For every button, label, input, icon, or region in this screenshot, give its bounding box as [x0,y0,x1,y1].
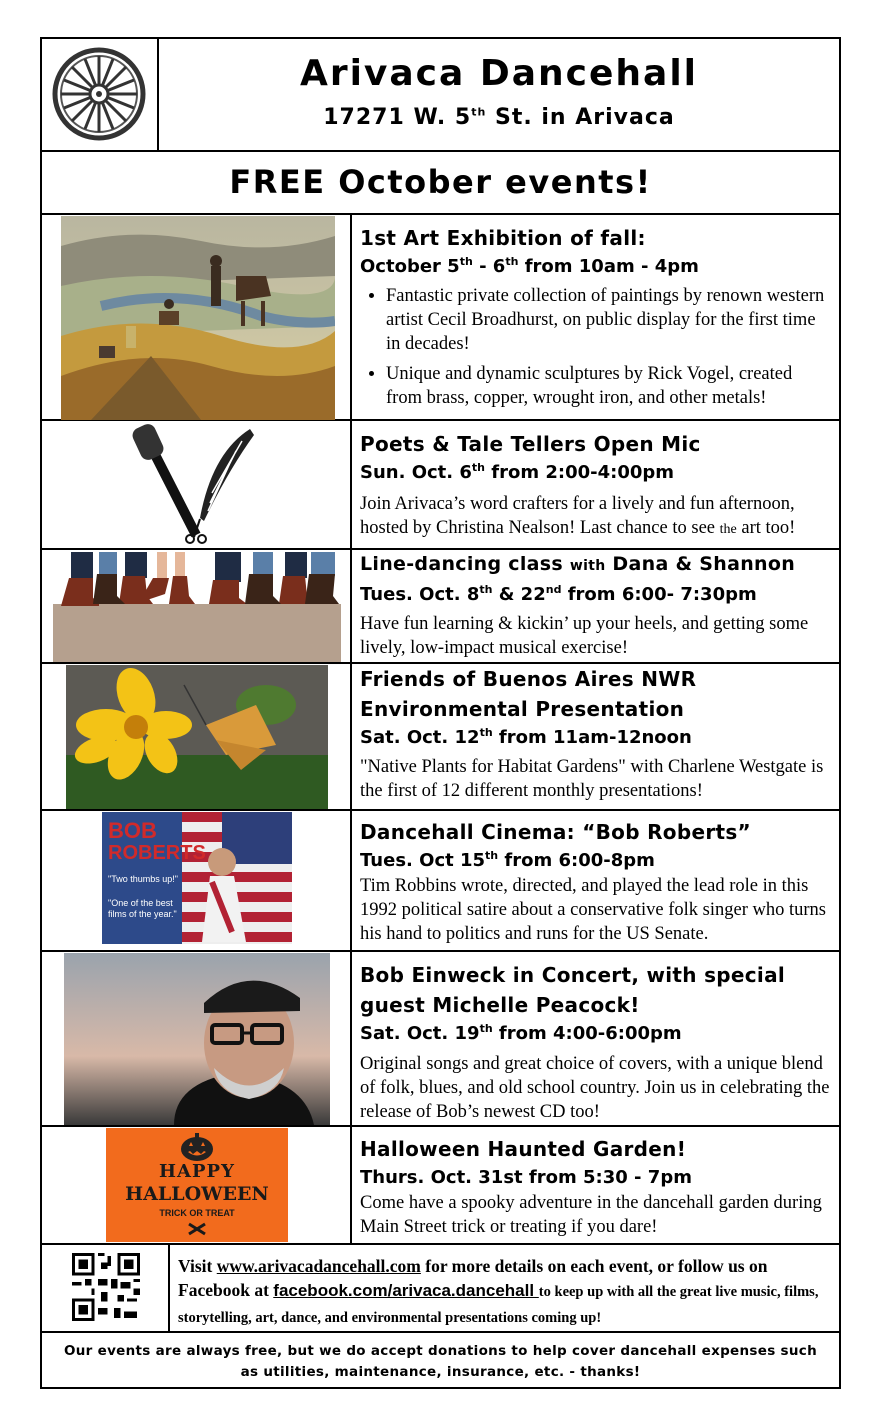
event-open-mic [42,421,839,550]
event-image-cell [42,952,352,1125]
header [42,39,839,152]
date-part: Tues. Oct. 8 [360,584,480,605]
date-part: Sat. Oct. 12 [360,727,480,748]
wagon-wheel-icon [51,46,147,142]
desc-text: art too! [736,518,796,538]
desc-text: Join Arivaca’s word crafters for a lively and fun afternoon, hosted by Christina Nealson! Last chance to see [360,494,795,538]
list-item: • Unique and dynamic sculptures by Rick Vogel, created from brass, copper, wrought iron, and other metals! [386,362,831,410]
event-image-cell [42,1127,352,1243]
date-sup: th [479,583,493,596]
poster-quote-2: "One of the best films of the year." [108,898,177,919]
footer-note [42,1333,839,1387]
event-description: Have fun learning & kickin’ up your heels, and getting some lively, low-impact musical exercise! [360,614,809,658]
event-environmental-presentation [42,664,839,811]
crossed-bones-icon [187,1222,207,1236]
date-part: Tues. Oct 15 [360,850,486,871]
event-description [360,492,831,542]
event-image-cell [42,550,352,662]
footer-text-part: Visit [178,1256,217,1276]
footer-info [42,1245,839,1333]
date-part: October 5 [360,256,460,277]
event-image-cell [42,215,352,419]
date-sup: nd [545,583,562,596]
event-date [360,847,831,874]
event-date: Thurs. Oct. 31st from 5:30 - 7pm [360,1167,692,1188]
date-sup: th [485,849,499,862]
event-halloween [42,1127,839,1245]
date-sup: th [459,255,473,268]
date-part: Sun. Oct. 6 [360,462,472,483]
banner [42,152,839,215]
dancing-boots-image [53,552,341,662]
date-part: Sat. Oct. 19 [360,1023,480,1044]
event-title: 1st Art Exhibition of fall: [360,226,646,250]
date-sup: th [479,726,493,739]
qr-code-icon[interactable] [72,1253,140,1321]
event-image-cell [42,421,352,548]
date-part: from 11am-12noon [492,727,692,748]
date-part: from 6:00-8pm [498,850,655,871]
desc-text-small: the [719,522,737,537]
flag-graphic [182,812,292,944]
banner-text: FREE October events! [229,163,652,201]
page-title: Arivaca Dancehall [299,53,699,94]
donation-note: Our events are always free, but we do accept donations to help cover dancehall expenses such as utilities, maintenance, insurance, etc. - thanks! [63,1343,817,1380]
poster-quote-1: "Two thumbs up!" [108,874,178,884]
sign-happy: HAPPY [159,1161,235,1182]
event-title: Poets & Tale Tellers Open Mic [360,432,701,456]
event-title: Bob Einweck in Concert, with special guest Michelle Peacock! [360,963,786,1017]
event-bullets [360,284,831,410]
poster-title-1: BOB [108,818,157,843]
date-part: & 22 [492,584,546,605]
event-description: Tim Robbins wrote, directed, and played the lead role in this 1992 political satire about a conservative folk singer who turns his hand to politics and runs for the US Senate. [360,876,826,944]
movie-poster [102,812,292,944]
flower-butterfly-image [66,665,328,809]
title-text: Dana & Shannon [605,553,796,575]
event-date [360,1020,831,1047]
date-part: from 2:00-4:00pm [485,462,675,483]
western-painting-image [61,216,335,420]
footer-text [178,1254,831,1330]
footer-text-part: to keep up with all the great live music, films, storytelling, art, dance, and environmental presentations coming up! [178,1284,819,1326]
qr-cell [42,1245,170,1331]
pumpkin-icon [179,1132,215,1162]
flyer [40,37,841,1389]
musician-portrait-image [64,953,330,1125]
list-item: • Fantastic private collection of paintings by renown western artist Cecil Broadhurst, on public display for the first time in decades! [386,284,831,356]
event-description: Original songs and great choice of covers, with a unique blend of folk, blues, and old school country. Join us in celebrating the release of Bob’s newest CD too! [360,1054,830,1122]
event-title: Dancehall Cinema: “Bob Roberts” [360,820,751,844]
date-part: - 6 [472,256,506,277]
event-image-cell [42,811,352,950]
sign-trick-or-treat: TRICK OR TREAT [159,1208,235,1218]
event-date [360,581,831,608]
event-image-cell [42,664,352,809]
date-sup: th [479,1022,493,1035]
poster-title-2: ROBERTS [108,842,206,864]
event-concert [42,952,839,1127]
address-suffix: St. in Arivaca [486,105,675,130]
address-sup: th [471,105,487,119]
event-title: Halloween Haunted Garden! [360,1137,687,1161]
date-part: from 4:00-6:00pm [492,1023,682,1044]
title-text-small: with [569,558,606,574]
event-date [360,253,831,280]
date-sup: th [505,255,519,268]
event-title [360,550,831,581]
footer-text-part: for more details on each event, or follow us on Facebook at [178,1256,768,1300]
event-description: "Native Plants for Habitat Gardens" with Charlene Westgate is the first of 12 different monthly presentations! [360,757,824,801]
event-cinema [42,811,839,952]
title-text: Line-dancing class [360,553,570,575]
event-date [360,724,831,751]
sign-halloween: HALLOWEEN [125,1183,269,1205]
microphone-quill-icon [132,423,262,547]
address [159,103,839,133]
logo-cell [42,39,159,150]
website-link[interactable]: www.arivacadancehall.com [216,1256,421,1276]
event-description: Come have a spooky adventure in the dancehall garden during Main Street trick or treating if you dare! [360,1193,822,1237]
facebook-link[interactable]: facebook.com/arivaca.dancehall [273,1281,539,1300]
event-art-exhibition [42,215,839,421]
date-sup: th [471,461,485,474]
date-part: from 6:00- 7:30pm [561,584,757,605]
date-part: from 10am - 4pm [518,256,699,277]
event-title: Friends of Buenos Aires NWR Environmental Presentation [360,667,697,721]
address-prefix: 17271 W. 5 [323,105,472,130]
halloween-sign [106,1128,288,1242]
event-date [360,459,831,486]
event-line-dancing [42,550,839,664]
